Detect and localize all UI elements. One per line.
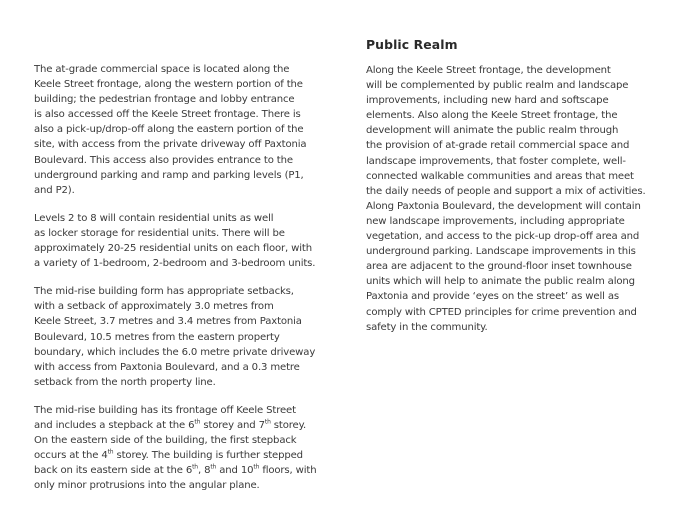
text-fragment: , 8 <box>197 465 211 477</box>
ordinal-suffix: th <box>210 463 217 471</box>
text-line: underground parking and ramp and parking levels (P1, <box>34 169 304 181</box>
text-fragment: occurs at the 4 <box>34 450 108 462</box>
right-column <box>366 37 684 335</box>
ordinal-suffix: th <box>192 463 198 471</box>
text-line: building; the pedestrian frontage and lobby entrance <box>34 94 295 106</box>
text-line: elements. Also along the Keele Street frontage, the <box>366 110 618 122</box>
paragraph-commercial-space <box>34 62 354 198</box>
ordinal-suffix: th <box>107 448 114 456</box>
text-line: Along the Keele Street frontage, the development <box>366 65 611 76</box>
text-line: with access from Paxtonia Boulevard, and a 0.3 metre <box>34 361 300 373</box>
text-line: Levels 2 to 8 will contain residential units as well <box>34 212 274 224</box>
text-line: Along Paxtonia Boulevard, the development will contain <box>366 200 641 212</box>
text-line: safety in the community. <box>366 321 488 333</box>
text-fragment: storey. <box>270 419 307 431</box>
text-line: a variety of 1-bedroom, 2-bedroom and 3-bedroom units. <box>34 258 316 270</box>
text-line: Boulevard. This access also provides entrance to the <box>34 154 293 166</box>
text-line: Keele Street frontage, along the western portion of the <box>34 79 303 91</box>
text-line: units which will help to animate the public realm along <box>366 276 635 288</box>
text-fragment: storey and 7 <box>200 419 265 431</box>
text-fragment: floors, with <box>259 465 317 477</box>
text-line: Boulevard, 10.5 metres from the eastern property <box>34 331 280 343</box>
text-fragment: and includes a stepback at the 6 <box>34 419 195 431</box>
text-line: improvements, including new hard and softscape <box>366 95 609 107</box>
ordinal-suffix: th <box>194 418 201 426</box>
text-line: approximately 20-25 residential units on each floor, with <box>34 243 312 255</box>
text-line: as locker storage for residential units. There will be <box>34 227 285 239</box>
text-line: Keele Street, 3.7 metres and 3.4 metres from Paxtonia <box>34 316 302 328</box>
text-line <box>34 418 354 433</box>
text-line: Paxtonia and provide ‘eyes on the street’ as well as <box>366 291 619 303</box>
text-line: development will animate the public realm through <box>366 125 619 137</box>
text-line: The at-grade commercial space is located along the <box>34 64 290 75</box>
text-line: the daily needs of people and support a mix of activities. <box>366 185 646 197</box>
left-column <box>34 62 354 506</box>
text-line: setback from the north property line. <box>34 376 216 388</box>
text-line: landscape improvements, that foster complete, well- <box>366 155 626 167</box>
ordinal-suffix: th <box>264 418 271 426</box>
text-line: comply with CPTED principles for crime prevention and <box>366 306 637 318</box>
text-line: area are adjacent to the ground-floor inset townhouse <box>366 261 632 273</box>
text-line: connected walkable communities and areas that meet <box>366 170 634 182</box>
text-line: On the eastern side of the building, the first stepback <box>34 435 297 447</box>
text-line: The mid-rise building has its frontage off Keele Street <box>34 404 296 416</box>
text-line: vegetation, and access to the pick-up drop-off area and <box>366 231 640 243</box>
text-line: is also accessed off the Keele Street frontage. There is <box>34 109 301 121</box>
text-line: site, with access from the private driveway off Paxtonia <box>34 139 307 151</box>
text-line: will be complemented by public realm and landscape <box>366 80 629 92</box>
text-line: and P2). <box>34 184 75 196</box>
text-line: boundary, which includes the 6.0 metre private driveway <box>34 346 316 358</box>
text-line: the provision of at-grade retail commercial space and <box>366 140 630 152</box>
text-line: with a setback of approximately 3.0 metres from <box>34 301 274 313</box>
text-line: The mid-rise building form has appropriate setbacks, <box>34 286 294 298</box>
text-line: new landscape improvements, including appropriate <box>366 215 625 227</box>
text-fragment: storey. The building is further stepped <box>113 450 303 462</box>
paragraph-setbacks <box>34 284 354 390</box>
paragraph-public-realm <box>366 63 684 335</box>
text-line <box>34 463 354 478</box>
text-fragment: and 10 <box>216 465 254 477</box>
text-line: only minor protrusions into the angular plane. <box>34 480 260 492</box>
text-line <box>34 448 354 463</box>
paragraph-residential-levels <box>34 211 354 271</box>
section-heading-public-realm: Public Realm <box>366 37 458 52</box>
paragraph-stepbacks <box>34 403 354 494</box>
ordinal-suffix: th <box>253 463 260 471</box>
text-fragment: back on its eastern side at the 6 <box>34 465 193 477</box>
text-line: also a pick-up/drop-off along the eastern portion of the <box>34 124 304 136</box>
text-line: underground parking. Landscape improvements in this <box>366 246 636 258</box>
